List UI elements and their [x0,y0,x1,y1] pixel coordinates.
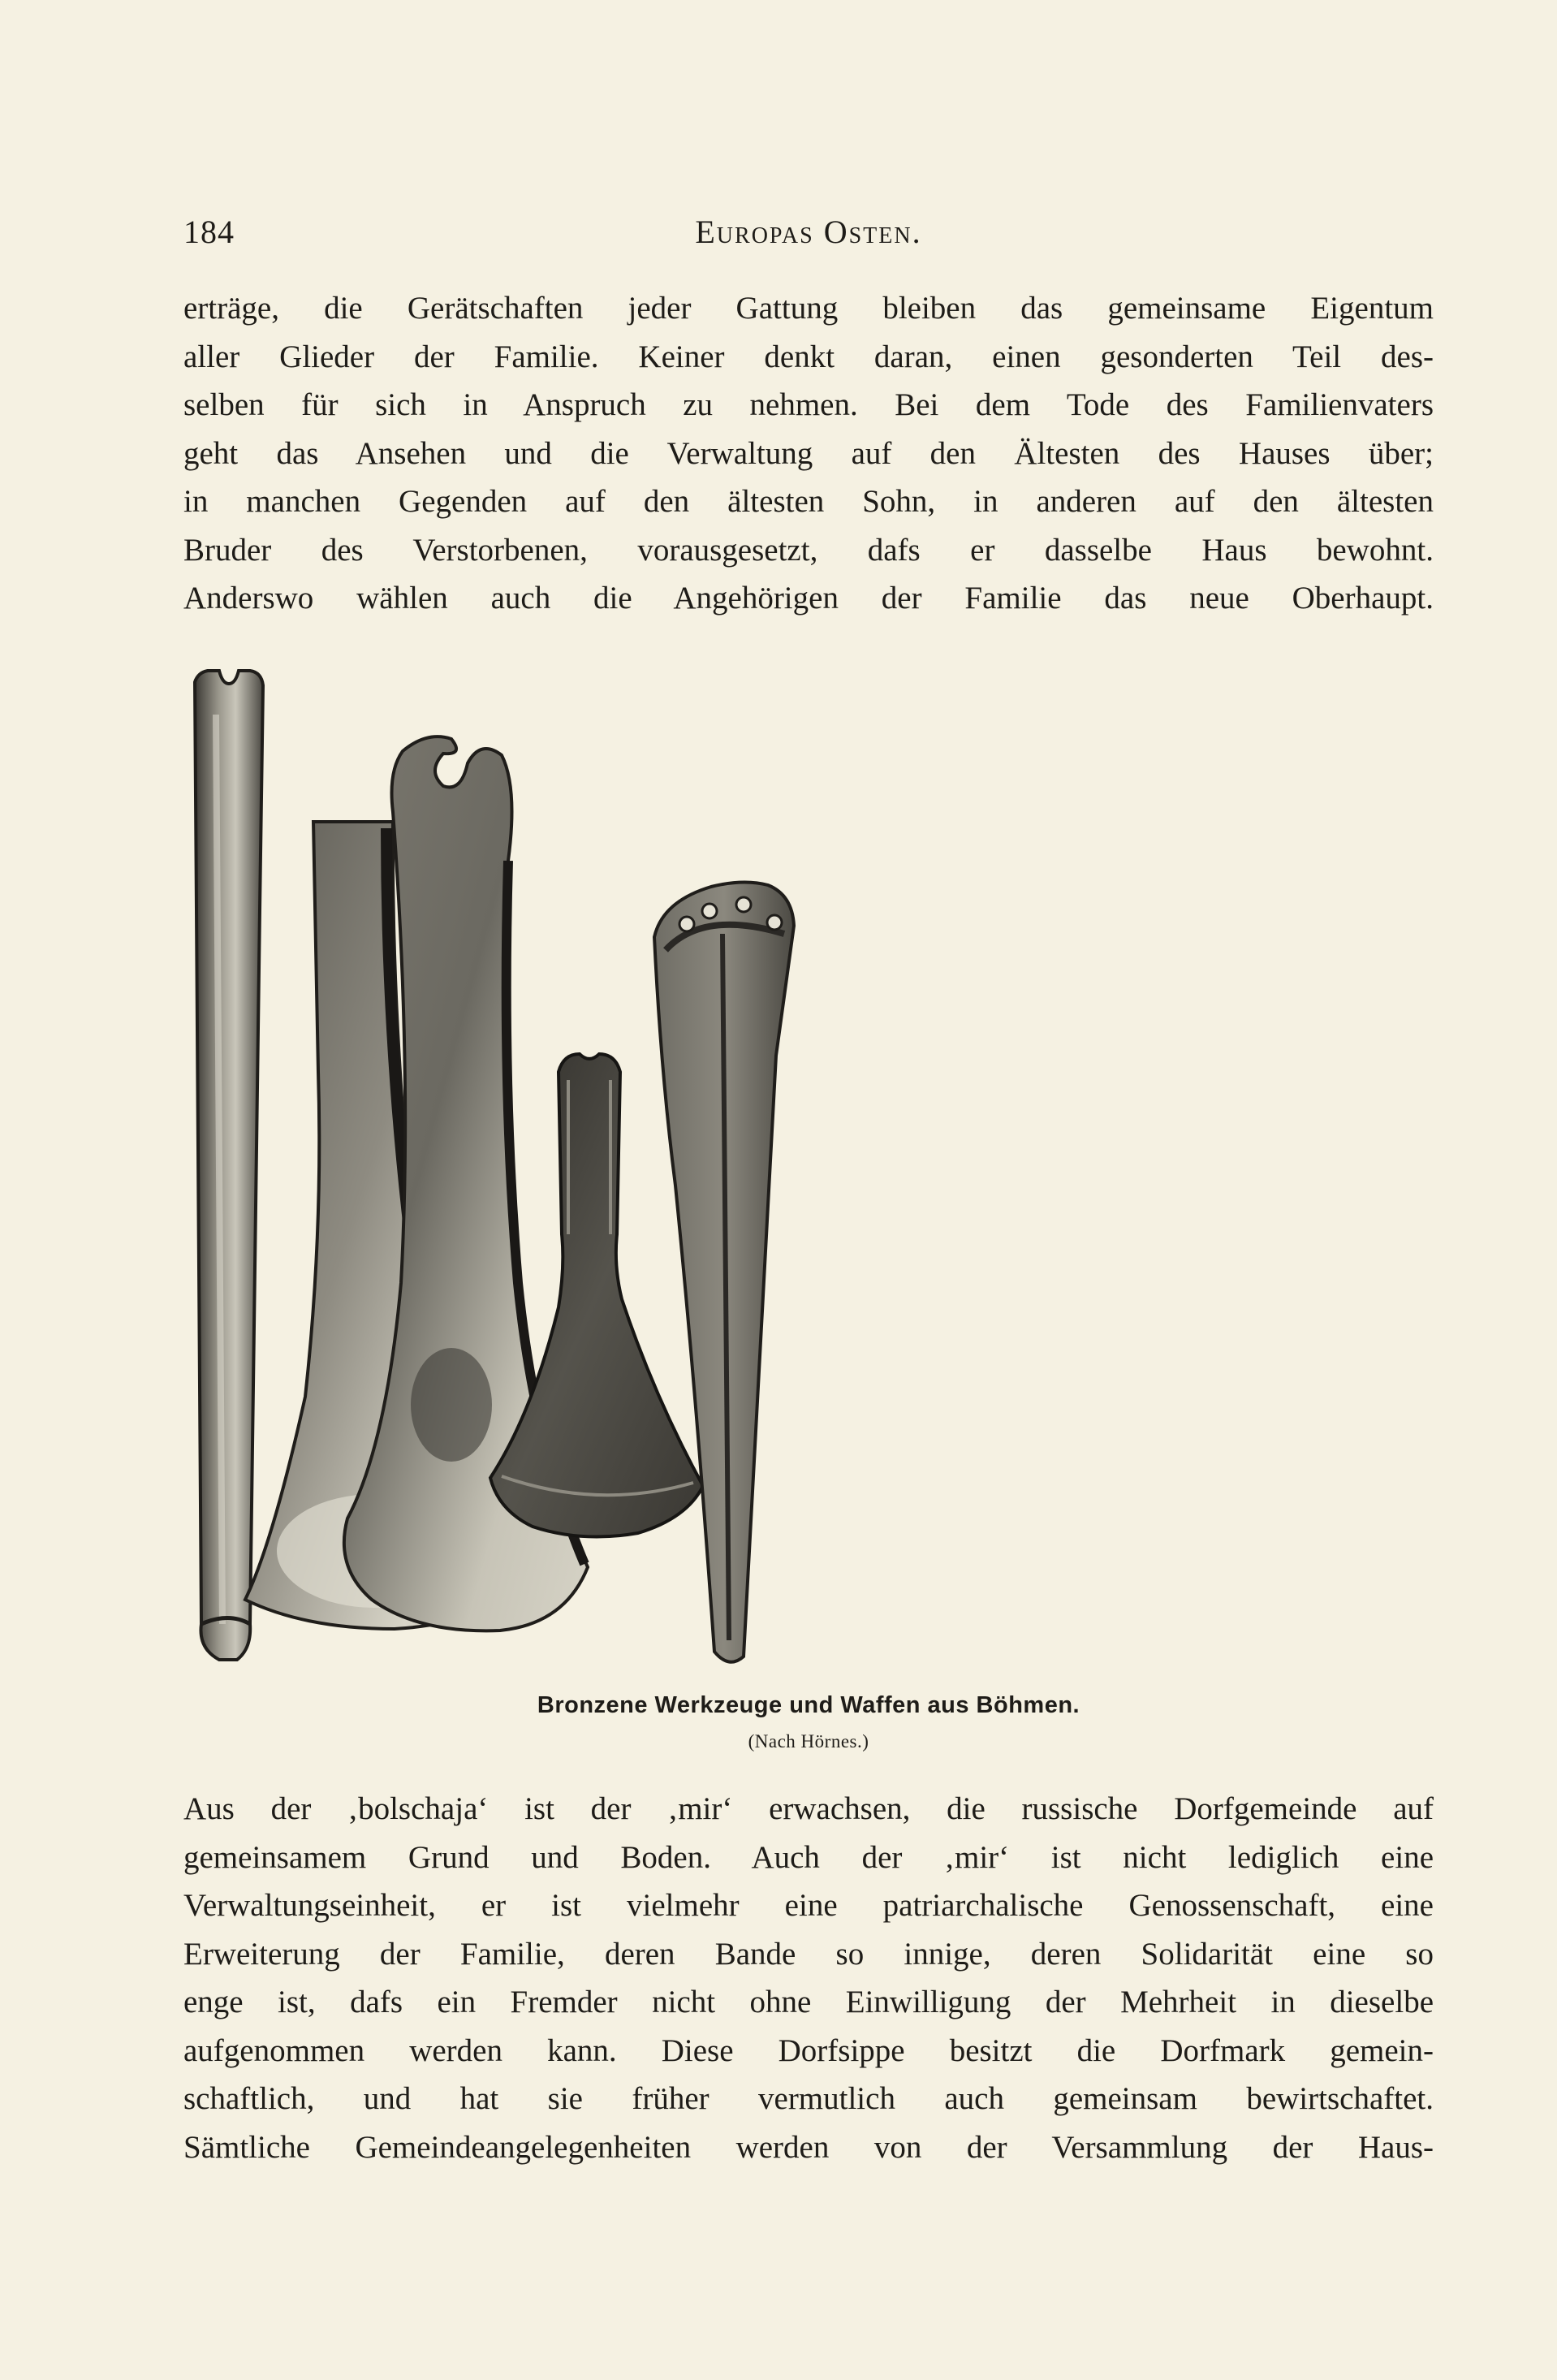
text-line: Aus der ‚bolschaja‘ ist der ‚mir‘ erwachsen, die russische Dorfgemeinde auf [183,1791,1434,1826]
text-line: Verwaltungseinheit, er ist vielmehr eine patriarchalische Genossenschaft, eine [183,1888,1434,1923]
page-number: 184 [183,214,235,250]
text-line: schaftlich, und hat sie früher vermutlich auch gemeinsam bewirtschaftet. [183,2081,1434,2116]
text-line: Erweiterung der Familie, deren Bande so innige, deren Solidarität eine so [183,1936,1434,1972]
paragraph-bottom [183,1785,1434,2171]
text-line: geht das Ansehen und die Verwaltung auf den Ältesten des Hauses über; [183,435,1434,471]
text-line: aller Glieder der Familie. Keiner denkt daran, einen gesonderten Teil des- [183,339,1434,374]
text-line: Sämtliche Gemeindeangelegenheiten werden von der Versammlung der Haus- [183,2129,1434,2165]
text-line: enge ist, dafs ein Fremder nicht ohne Einwilligung der Mehrheit in dieselbe [183,1985,1434,2019]
bronze-tools-illustration [183,666,1434,1673]
text-line: in manchen Gegenden auf den ältesten Sohn, in anderen auf den ältesten [183,484,1434,519]
running-title: Europas Osten. [695,214,922,250]
text-line: aufgenommen werden kann. Diese Dorfsippe besitzt die Dorfmark gemein- [183,2032,1434,2068]
running-head [183,213,1434,261]
rod-chisel [195,671,263,1660]
figure-credit: (Nach Hörnes.) [748,1731,869,1752]
text-line: gemeinsamem Grund und Boden. Auch der ‚mir‘ ist nicht lediglich eine [183,1839,1434,1875]
text-line: selben für sich in Anspruch zu nehmen. Bei dem Tode des Familienvaters [183,387,1434,422]
dagger-blade [654,882,794,1661]
figure-caption: Bronzene Werkzeuge und Waffen aus Böhmen. [537,1692,1080,1718]
text-line: Anderswo wählen auch die Angehörigen der Familie das neue Oberhaupt. [183,581,1434,616]
text-line: erträge, die Gerätschaften jeder Gattung bleiben das gemeinsame Eigentum [183,291,1434,326]
paragraph-top [183,284,1434,623]
text-line: Bruder des Verstorbenen, vorausgesetzt, dafs er dasselbe Haus bewohnt. [183,532,1434,568]
